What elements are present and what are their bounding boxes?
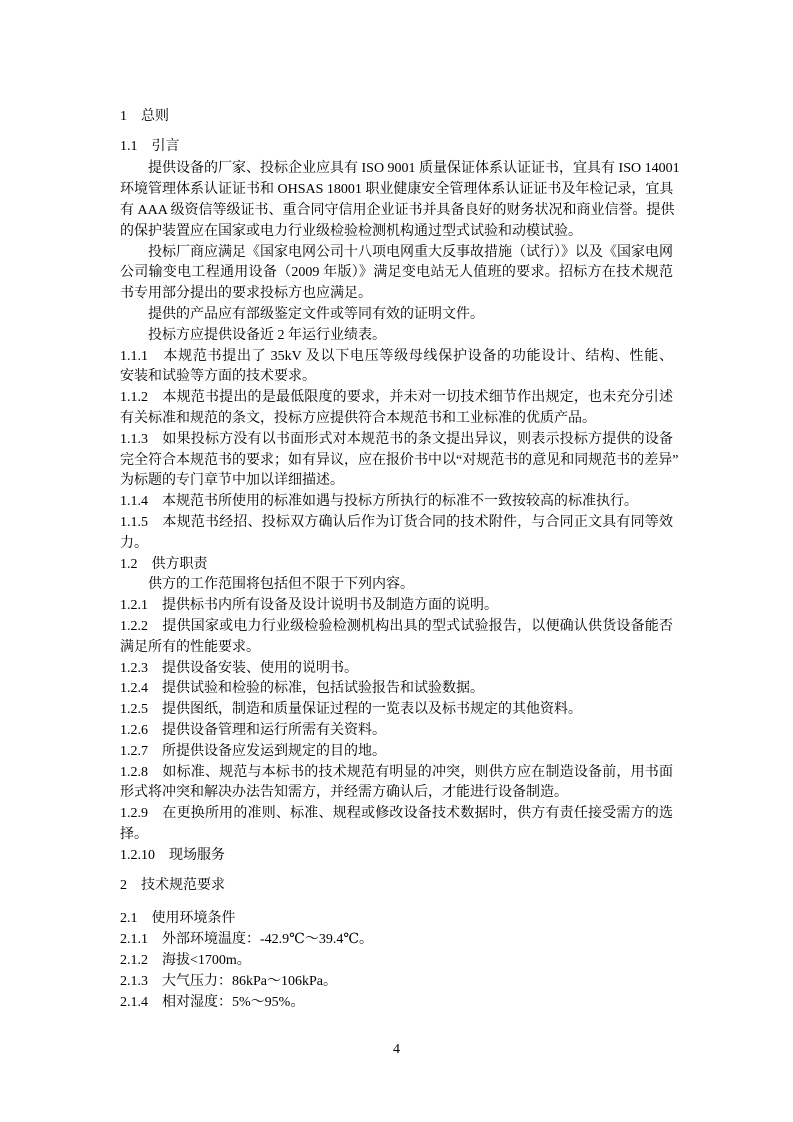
paragraph-line: 投标方应提供设备近 2 年运行业绩表。 <box>148 327 386 343</box>
clause-line: 择。 <box>120 826 148 842</box>
subsection-heading: 1.1 引言 <box>120 138 180 154</box>
clause-line: 1.1.3 如果投标方没有以书面形式对本规范书的条文提出异议，则表示投标方提供的设备 <box>120 431 673 447</box>
clause-line: 2.1.2 海拔<1700m。 <box>120 952 251 968</box>
clause-line: 2.1.4 相对湿度：5%～95%。 <box>120 994 305 1010</box>
clause-line: 1.2.1 提供标书内所有设备及设计说明书及制造方面的说明。 <box>120 598 498 614</box>
page-number: 4 <box>393 1042 400 1057</box>
paragraph-line: 的保护装置应在国家或电力行业级检验检测机构通过型式试验和动模试验。 <box>120 223 582 239</box>
clause-line: 1.2.4 提供试验和检验的标准，包括试验报告和试验数据。 <box>120 681 484 697</box>
clause-line: 1.2.8 如标准、规范与本标书的技术规范有明显的冲突，则供方应在制造设备前，用书面 <box>120 764 673 780</box>
clause-line: 1.2.9 在更换所用的准则、标准、规程或修改设备技术数据时，供方有责任接受需方的选 <box>120 806 673 822</box>
paragraph-line: 公司输变电工程通用设备（2009 年版）》满足变电站无人值班的要求。招标方在技术规范 <box>120 265 673 281</box>
section-2 <box>120 876 673 897</box>
clause-line: 1.2.3 提供设备安装、使用的说明书。 <box>120 660 358 676</box>
paragraph-line: 有 AAA 级资信等级证书、重合同守信用企业证书并具备良好的财务状况和商业信誉。提供 <box>120 202 675 218</box>
subsection-heading: 1.2 供方职责 <box>120 556 208 572</box>
clause-line: 1.1.1 本规范书提出了 35kV 及以下电压等级母线保护设备的功能设计、结构、性能、 <box>120 348 673 364</box>
clause-line: 1.2.6 提供设备管理和运行所需有关资料。 <box>120 722 386 738</box>
clause-line: 1.1.4 本规范书所使用的标准如遇与投标方所执行的标准不一致按较高的标准执行。 <box>120 494 638 510</box>
clause-line: 形式将冲突和解决办法告知需方，并经需方确认后，才能进行设备制造。 <box>120 785 568 801</box>
clause-line: 1.2.10 现场服务 <box>120 847 225 863</box>
paragraph-line: 供方的工作范围将包括但不限于下列内容。 <box>148 577 414 593</box>
section-1-body <box>120 137 680 867</box>
clause-line: 完全符合本规范书的要求；如有异议，应在报价书中以“对规范书的意见和同规范书的差异” <box>120 452 679 468</box>
clause-line: 1.1.2 本规范书提出的是最低限度的要求，并未对一切技术细节作出规定，也未充分引述 <box>120 390 673 406</box>
clause-line: 1.2.5 提供图纸，制造和质量保证过程的一览表以及标书规定的其他资料。 <box>120 702 582 718</box>
section-1 <box>120 107 673 128</box>
clause-line: 2.1.3 大气压力：86kPa～106kPa。 <box>120 973 337 989</box>
paragraph-line: 环境管理体系认证证书和 OHSAS 18001 职业健康安全管理体系认证证书及年检记录，宜具 <box>120 182 674 198</box>
clause-line: 2.1.1 外部环境温度：-42.9℃～39.4℃。 <box>120 931 373 947</box>
paragraph-line: 书专用部分提出的要求投标方也应满足。 <box>120 286 372 302</box>
paragraph-line: 提供的产品应有部级鉴定文件或等同有效的证明文件。 <box>148 306 484 322</box>
paragraph-line: 投标厂商应满足《国家电网公司十八项电网重大反事故措施（试行）》以及《国家电网 <box>148 244 673 260</box>
subsection-heading: 2.1 使用环境条件 <box>120 910 236 926</box>
section-heading: 1 总则 <box>120 108 169 124</box>
clause-line: 为标题的专门章节中加以详细描述。 <box>120 473 344 489</box>
clause-line: 1.2.7 所提供设备应发运到规定的目的地。 <box>120 743 386 759</box>
clause-line: 安装和试验等方面的技术要求。 <box>120 369 316 385</box>
clause-line: 1.2.2 提供国家或电力行业级检验检测机构出具的型式试验报告，以便确认供货设备能否 <box>120 618 673 634</box>
clause-line: 力。 <box>120 535 148 551</box>
section-heading: 2 技术规范要求 <box>120 877 225 893</box>
paragraph-line: 提供设备的厂家、投标企业应具有 ISO 9001 质量保证体系认证证书，宜具有 ISO 14001 <box>148 161 680 177</box>
section-2-body <box>120 908 673 1013</box>
clause-line: 1.1.5 本规范书经招、投标双方确认后作为订货合同的技术附件，与合同正文具有同等效 <box>120 514 673 530</box>
clause-line: 有关标准和规范的条文，投标方应提供符合本规范书和工业标准的优质产品。 <box>120 410 596 426</box>
clause-line: 满足所有的性能要求。 <box>120 639 260 655</box>
